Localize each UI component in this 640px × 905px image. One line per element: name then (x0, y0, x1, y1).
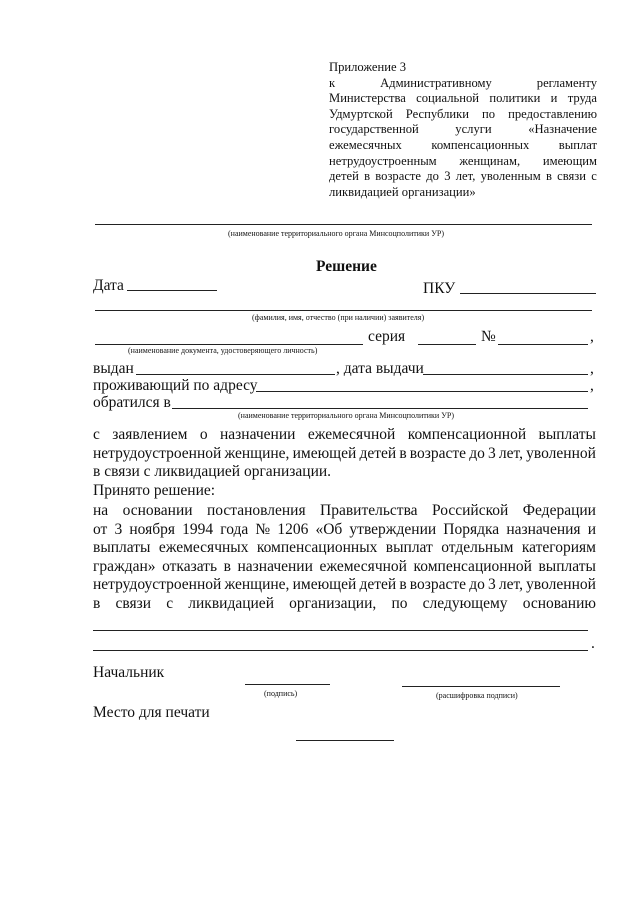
chief-label: Начальник (93, 664, 165, 681)
word: лет, (498, 444, 524, 462)
word: с (166, 594, 174, 612)
word: уволенной (526, 576, 596, 594)
word: выплаты (538, 557, 596, 575)
word: предоставлению (508, 106, 597, 121)
word: политики (489, 91, 541, 106)
word: уволенной (526, 444, 596, 462)
header-line (329, 185, 597, 201)
document-title: Решение (316, 258, 377, 275)
address-line (256, 391, 588, 392)
decoding-caption: (расшифровка подписи) (436, 691, 518, 700)
word: женщине, (224, 576, 290, 594)
decoding-line (402, 686, 560, 687)
date-label: Дата (93, 277, 124, 294)
word: компенсационной (413, 557, 532, 575)
word: труда (567, 91, 597, 106)
grounds-line (93, 595, 596, 614)
word: Удмуртской (329, 106, 393, 121)
word: Республики (405, 106, 469, 121)
word: Российской (431, 502, 509, 519)
word: в связи с ликвидацией организации. (93, 463, 332, 481)
pku-field-line (460, 293, 596, 294)
word: государственной (329, 122, 419, 137)
grounds-line (93, 539, 596, 558)
word: имеющим (542, 153, 597, 168)
word: категориям (521, 539, 596, 557)
word: ежемесячной (319, 557, 407, 575)
word: ликвидацией организации» (329, 184, 476, 199)
applied-label: обратился в (93, 394, 171, 411)
issued-by-line (136, 374, 335, 375)
document-line (95, 344, 363, 345)
word: до (469, 444, 485, 462)
header-line (329, 76, 597, 92)
word: организации, (289, 594, 377, 612)
word: по (482, 106, 496, 121)
word: Административному (380, 75, 492, 90)
word: возрасте (409, 576, 467, 594)
word: к (329, 75, 336, 90)
word: на (93, 502, 109, 519)
grounds-paragraph (93, 502, 596, 614)
fio-line (95, 310, 592, 311)
header-line (329, 122, 597, 138)
issue-date-line (423, 374, 588, 375)
header-line (329, 107, 597, 123)
pku-label: ПКУ (423, 280, 456, 297)
word: социальной (416, 91, 480, 106)
address-label: проживающий по адресу (93, 377, 258, 394)
header-line (329, 169, 597, 185)
number-field-line (498, 344, 588, 345)
word: связи (557, 169, 587, 184)
word: нетрудоустроенной (93, 576, 222, 594)
word: до (469, 576, 485, 594)
grounds-line (93, 576, 596, 595)
word: о (199, 426, 208, 443)
stamp-line (296, 740, 394, 741)
word: компенсационных (431, 137, 530, 152)
word: выплаты (93, 539, 151, 557)
word: с (591, 169, 597, 184)
word: Порядка (443, 520, 500, 538)
statement-paragraph (93, 426, 596, 482)
word: 3 (444, 169, 451, 184)
word: Приложение 3 (329, 60, 407, 74)
organ-caption: (наименование территориального органа Минсоцполитики УР) (228, 229, 444, 238)
organ-name-line (95, 224, 592, 225)
word: 1994 (182, 520, 214, 538)
word: уволенным (480, 169, 541, 184)
word: постановления (206, 502, 306, 519)
word: ноября (129, 520, 175, 538)
statement-line (93, 463, 596, 482)
grounds-line (93, 558, 596, 577)
word: ежемесячной (307, 426, 396, 443)
statement-line (93, 445, 596, 464)
reason-line-2 (93, 650, 588, 651)
word: назначения (506, 520, 581, 538)
word: услуги (455, 122, 492, 137)
word: утверждении (349, 520, 437, 538)
word: Министерства (329, 91, 406, 106)
grounds-line (93, 502, 596, 521)
reason-line-1 (93, 630, 588, 631)
word: граждан» (93, 557, 156, 575)
series-label: серия (368, 328, 406, 345)
word: отказать (162, 557, 218, 575)
word: 1206 (277, 520, 309, 538)
word: 3 (488, 444, 496, 462)
word: отдельным (441, 539, 514, 557)
word: возрасте (375, 169, 421, 184)
word: по (391, 594, 408, 612)
applied-line (172, 408, 588, 409)
comma: , (590, 328, 594, 345)
stamp-label: Место для печати (93, 704, 210, 721)
word: имеющей (292, 444, 357, 462)
organ2-caption: (наименование территориального органа Минсоцполитики УР) (238, 411, 454, 420)
period: . (591, 635, 595, 652)
word: возрасте (409, 444, 467, 462)
word: лет, (498, 576, 524, 594)
word: ликвидацией (188, 594, 274, 612)
word: назначении (237, 557, 313, 575)
date-field-line (127, 290, 217, 291)
word: в (399, 444, 407, 462)
word: в (364, 169, 371, 184)
word: № (255, 520, 271, 538)
word: следующему (422, 594, 508, 612)
word: в (399, 576, 407, 594)
header-line (329, 60, 597, 76)
header-line (329, 138, 597, 154)
word: нетрудоустроенной (93, 444, 222, 462)
word: выплаты (538, 426, 596, 443)
word: регламенту (536, 75, 597, 90)
word: компенсационной (407, 426, 527, 443)
signature-line (245, 684, 330, 685)
word: основанию (522, 594, 596, 612)
word: основании (122, 502, 193, 519)
word: детей (359, 576, 397, 594)
series-field-line (418, 344, 476, 345)
word: выплат (558, 137, 597, 152)
word: имеющей (292, 576, 357, 594)
statement-line (93, 426, 596, 445)
signature-caption: (подпись) (264, 689, 298, 698)
word: до (426, 169, 439, 184)
word: от (93, 520, 108, 538)
word: назначении (220, 426, 296, 443)
word: ежемесячных (329, 137, 402, 152)
word: заявлением (112, 426, 188, 443)
word: в (93, 594, 101, 612)
word: Правительства (320, 502, 418, 519)
word: детей (359, 444, 397, 462)
word: компенсационных (256, 539, 378, 557)
word: и (587, 520, 596, 538)
header-line (329, 91, 597, 107)
comma: , (590, 377, 594, 394)
word: связи (115, 594, 152, 612)
word: лет, (455, 169, 476, 184)
decision-label: Принято решение: (93, 482, 216, 499)
document-caption: (наименование документа, удостоверяющего личность) (128, 346, 318, 355)
header-line (329, 154, 597, 170)
word: года (220, 520, 249, 538)
word: ежемесячных (158, 539, 249, 557)
grounds-line (93, 521, 596, 540)
word: 3 (114, 520, 123, 538)
word: в (223, 557, 231, 575)
word: нетрудоустроенным (329, 153, 437, 168)
issued-label: выдан (93, 360, 134, 377)
word: детей (329, 169, 359, 184)
appendix-header (329, 60, 597, 200)
word: Федерации (522, 502, 596, 519)
word: «Об (315, 520, 343, 538)
word: и (550, 91, 558, 106)
word: «Назначение (528, 122, 597, 137)
comma: , (590, 360, 594, 377)
word: женщине, (224, 444, 290, 462)
word: женщинам, (459, 153, 521, 168)
issue-date-label: , дата выдачи (336, 360, 424, 377)
fio-caption: (фамилия, имя, отчество (при наличии) заявителя) (252, 313, 425, 322)
word: выплат (385, 539, 433, 557)
word: в (545, 169, 552, 184)
word: 3 (488, 576, 496, 594)
number-label: № (481, 328, 496, 345)
word: с (93, 426, 100, 443)
